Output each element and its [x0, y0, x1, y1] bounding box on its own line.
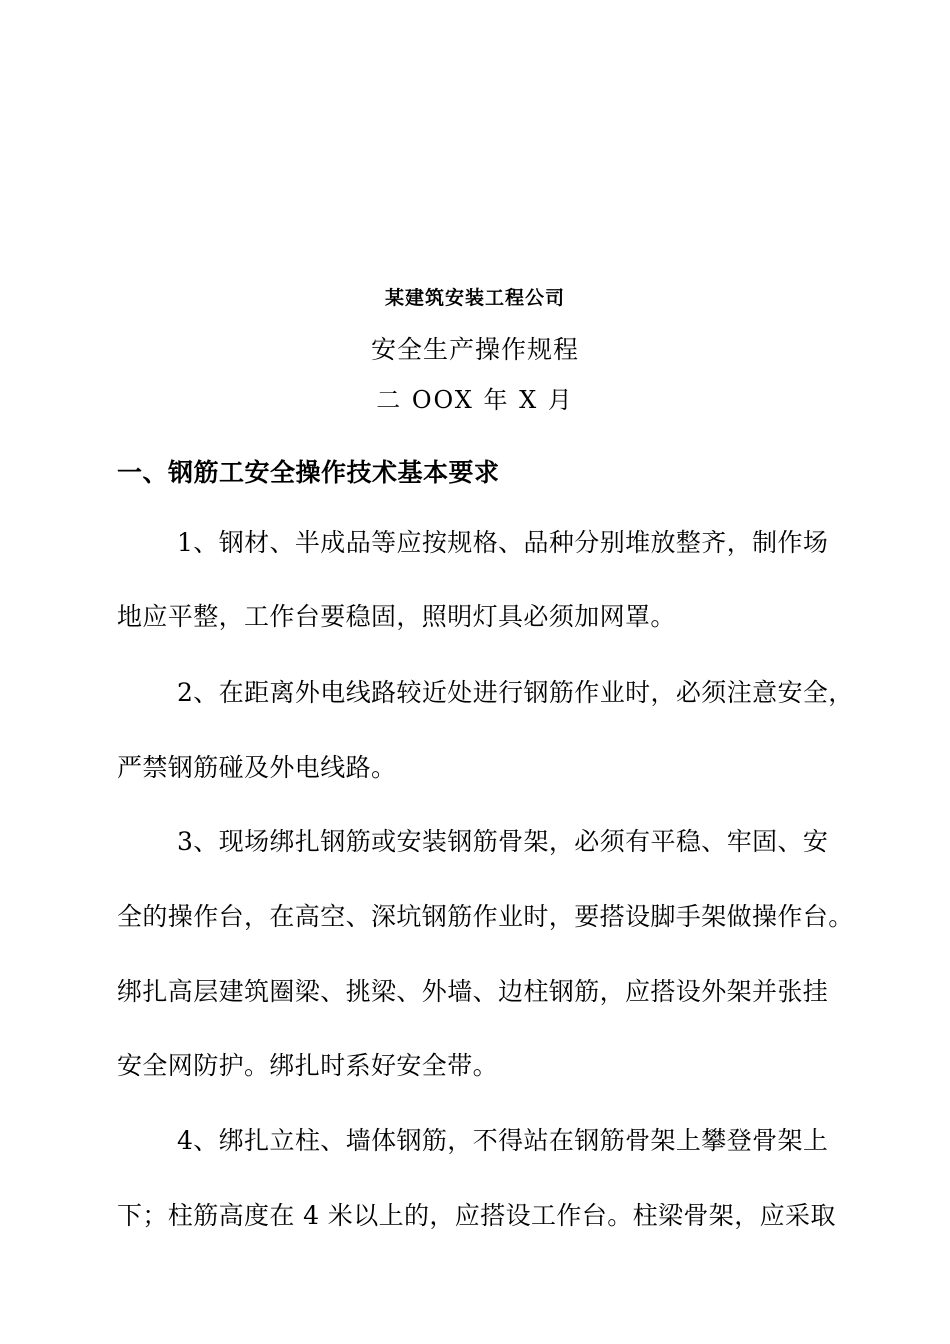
paragraph-line: 2、在距离外电线路较近处进行钢筋作业时，必须注意安全， — [177, 678, 854, 707]
paragraph-line: 3、现场绑扎钢筋或安装钢筋骨架，必须有平稳、牢固、安 — [177, 827, 829, 856]
paragraph-line: 地应平整，工作台要稳固，照明灯具必须加网罩。 — [117, 602, 676, 631]
paragraph-line: 安全网防护。绑扎时系好安全带。 — [117, 1051, 499, 1080]
paragraph-line: 绑扎高层建筑圈梁、挑梁、外墙、边柱钢筋，应搭设外架并张挂 — [117, 977, 829, 1006]
company-name: 某建筑安装工程公司 — [384, 287, 565, 309]
paragraph-line: 下；柱筋高度在 4 米以上的，应搭设工作台。柱梁骨架，应采取 — [117, 1201, 836, 1230]
paragraph-line: 1、钢材、半成品等应按规格、品种分别堆放整齐，制作场 — [177, 528, 829, 557]
document-title: 安全生产操作规程 — [370, 335, 579, 364]
section-heading: 一、钢筋工安全操作技术基本要求 — [117, 458, 500, 487]
document-date: 二 OOX 年 X 月 — [376, 386, 574, 414]
paragraph-line: 4、绑扎立柱、墙体钢筋，不得站在钢筋骨架上攀登骨架上 — [177, 1126, 829, 1155]
paragraph-line: 全的操作台，在高空、深坑钢筋作业时，要搭设脚手架做操作台。 — [117, 902, 854, 931]
paragraph-line: 严禁钢筋碰及外电线路。 — [117, 753, 397, 782]
